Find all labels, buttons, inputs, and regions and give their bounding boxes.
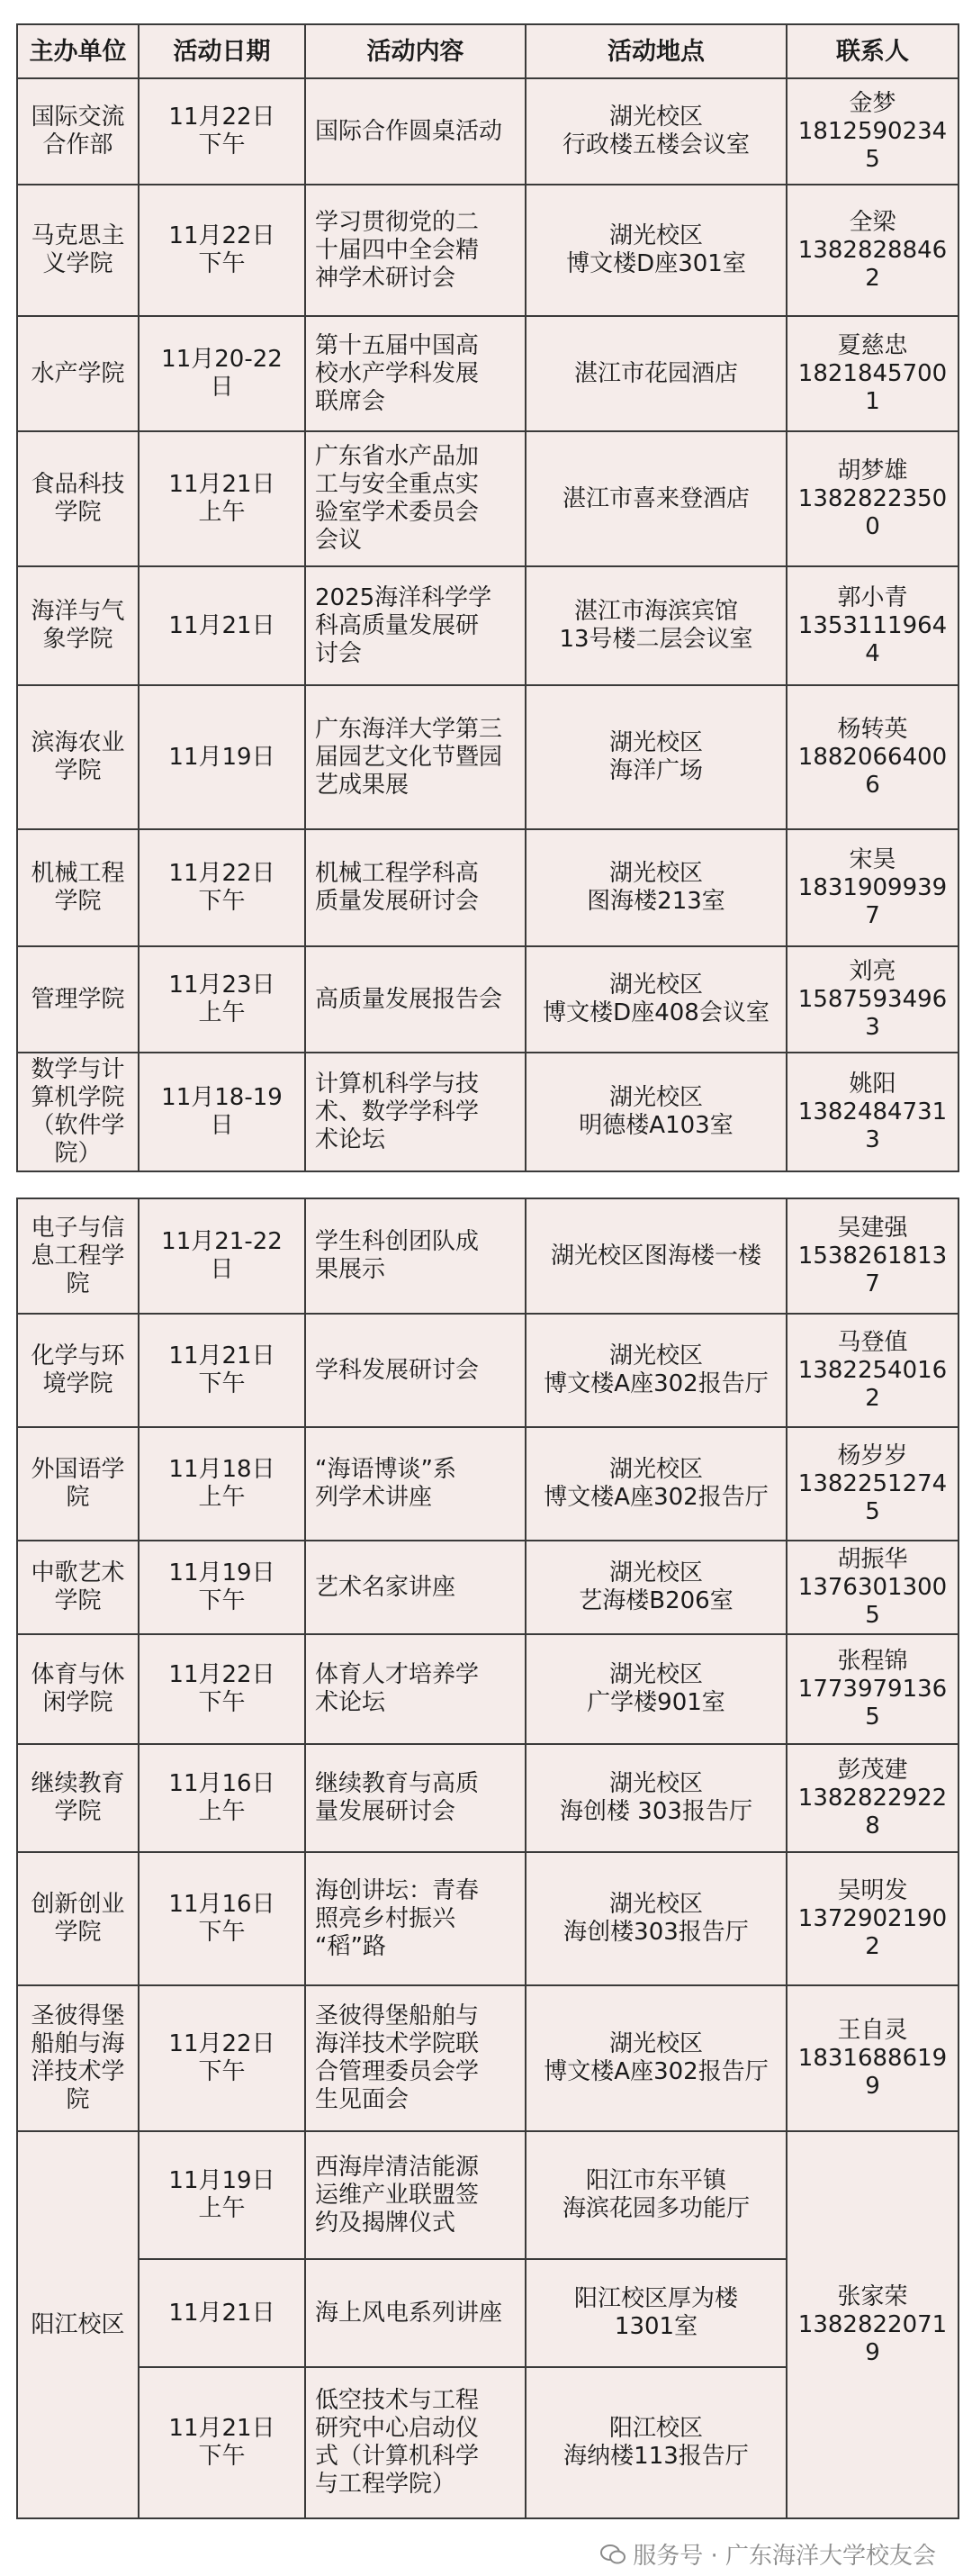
cell-content: [305, 2259, 526, 2367]
table-row: [17, 1985, 958, 2131]
cell-date-text: 11月22日 下午: [168, 104, 275, 158]
cell-contact-text: 刘亮 15875934963: [797, 957, 948, 1041]
cell-place-text: 阳江校区 海纳楼113报告厅: [563, 2415, 749, 2470]
cell-contact-text: 夏慈忠 18218457001: [797, 331, 948, 415]
cell-contact: [787, 946, 958, 1053]
cell-content: [305, 1852, 526, 1985]
cell-place: [526, 185, 787, 316]
table-row: [17, 1198, 958, 1314]
cell-place: [526, 316, 787, 431]
header-unit: 主办单位: [17, 24, 139, 78]
cell-contact-text: 金梦 18125902345: [797, 89, 948, 173]
cell-content-text: 学科发展研讨会: [315, 1356, 480, 1384]
cell-date: [139, 1541, 305, 1634]
cell-contact-text: 宋昊 18319099397: [797, 845, 948, 929]
cell-date-text: 11月19日 下午: [168, 1559, 275, 1614]
cell-content-text: 学生科创团队成 果展示: [315, 1228, 480, 1283]
cell-unit-text: 创新创业 学院: [31, 1891, 125, 1946]
cell-contact-text: 彭茂建 13828229228: [797, 1756, 948, 1839]
table-header-row: [17, 24, 958, 78]
cell-contact-text: 王自灵 18316886199: [797, 2016, 948, 2100]
cell-place-text: 湖光校区 艺海楼B206室: [579, 1559, 734, 1614]
cell-date: [139, 78, 305, 185]
cell-contact-text: 胡梦雄 13828223500: [797, 456, 948, 540]
watermark: [600, 2537, 936, 2571]
cell-place: [526, 1744, 787, 1852]
cell-date-text: 11月19日: [168, 743, 275, 771]
cell-place-text: 湖光校区图海楼一楼: [550, 1242, 761, 1270]
table-row: [17, 1427, 958, 1541]
cell-content: [305, 946, 526, 1053]
cell-place-text: 湖光校区 博文楼A座302报告厅: [544, 2030, 769, 2085]
cell-place-text: 湖光校区 海创楼303报告厅: [563, 1891, 749, 1946]
cell-date: [139, 946, 305, 1053]
cell-unit-text: 食品科技 学院: [31, 471, 125, 526]
cell-date: [139, 566, 305, 685]
table-row: [17, 2131, 958, 2259]
cell-date-text: 11月16日 下午: [168, 1891, 275, 1946]
cell-date-text: 11月21日: [168, 611, 275, 639]
cell-date-text: 11月23日 上午: [168, 972, 275, 1026]
cell-place-text: 湖光校区 图海楼213室: [587, 860, 725, 915]
table-row: [17, 316, 958, 431]
cell-place: [526, 685, 787, 829]
cell-unit-text: 机械工程 学院: [31, 860, 125, 915]
cell-place: [526, 1541, 787, 1634]
cell-content: [305, 1634, 526, 1744]
cell-contact: [787, 1427, 958, 1541]
cell-unit-text: 国际交流 合作部: [31, 104, 125, 158]
header-content: 活动内容: [305, 24, 526, 78]
cell-unit-text: 电子与信 息工程学 院: [31, 1214, 125, 1297]
cell-content-text: 高质量发展报告会: [315, 985, 503, 1013]
cell-content-text: 广东省水产品加 工与安全重点实 验室学术委员会 会议: [315, 443, 480, 554]
cell-content-text: 艺术名家讲座: [315, 1573, 456, 1601]
cell-content-text: 广东海洋大学第三 届园艺文化节暨园 艺成果展: [315, 715, 503, 799]
cell-content: [305, 685, 526, 829]
cell-contact: [787, 316, 958, 431]
cell-date-text: 11月19日 上午: [168, 2167, 275, 2222]
cell-unit: [17, 685, 139, 829]
cell-contact: [787, 1744, 958, 1852]
cell-date: [139, 1744, 305, 1852]
cell-contact-text: 杨转英 18820664006: [797, 715, 948, 799]
cell-contact-text: 张程锦 17739791365: [797, 1647, 948, 1731]
cell-place: [526, 2367, 787, 2518]
cell-unit: [17, 316, 139, 431]
table-row: [17, 829, 958, 946]
cell-unit: [17, 1985, 139, 2131]
cell-place: [526, 2259, 787, 2367]
cell-place: [526, 1634, 787, 1744]
cell-contact: [787, 1852, 958, 1985]
cell-date: [139, 829, 305, 946]
cell-unit-text: 滨海农业 学院: [31, 729, 125, 784]
cell-contact: [787, 1053, 958, 1171]
cell-contact: [787, 1198, 958, 1314]
cell-content-text: 机械工程学科高 质量发展研讨会: [315, 860, 480, 915]
table-row: [17, 1541, 958, 1634]
cell-place: [526, 431, 787, 566]
cell-date-text: 11月18日 上午: [168, 1456, 275, 1511]
cell-content-text: 2025海洋科学学 科高质量发展研 讨会: [315, 583, 492, 667]
cell-date-text: 11月21日: [168, 2299, 275, 2327]
cell-unit: [17, 1634, 139, 1744]
cell-date-text: 11月18-19 日: [161, 1084, 283, 1139]
cell-unit-text: 阳江校区: [31, 2310, 125, 2338]
cell-place-text: 湖光校区 明德楼A103室: [579, 1084, 734, 1139]
cell-unit: [17, 829, 139, 946]
cell-date: [139, 1634, 305, 1744]
cell-content-text: 学习贯彻党的二 十届四中全会精 神学术研讨会: [315, 208, 480, 292]
header-place: 活动地点: [526, 24, 787, 78]
cell-content: [305, 1541, 526, 1634]
cell-unit: [17, 566, 139, 685]
cell-date: [139, 431, 305, 566]
header-date: 活动日期: [139, 24, 305, 78]
cell-place: [526, 946, 787, 1053]
cell-place: [526, 1427, 787, 1541]
cell-date: [139, 1314, 305, 1427]
cell-content: [305, 1744, 526, 1852]
cell-contact-text: 吴明发 13729021902: [797, 1876, 948, 1960]
header-contact: 联系人: [787, 24, 958, 78]
cell-date: [139, 1053, 305, 1171]
cell-content-text: 海上风电系列讲座: [315, 2299, 503, 2327]
cell-unit-text: 马克思主 义学院: [31, 222, 125, 277]
cell-content: [305, 316, 526, 431]
cell-contact: [787, 685, 958, 829]
cell-date-text: 11月20-22 日: [161, 346, 283, 401]
cell-contact: [787, 1314, 958, 1427]
cell-place: [526, 1852, 787, 1985]
cell-unit-text: 海洋与气 象学院: [31, 598, 125, 653]
table-row: [17, 1634, 958, 1744]
cell-content-text: 体育人才培养学 术论坛: [315, 1661, 480, 1716]
cell-contact-text: 姚阳 13824847313: [797, 1070, 948, 1153]
table-row: [17, 946, 958, 1053]
cell-place: [526, 566, 787, 685]
cell-content: [305, 1053, 526, 1171]
cell-content: [305, 1985, 526, 2131]
cell-contact-text: 全梁 13828288462: [797, 208, 948, 292]
cell-content: [305, 2131, 526, 2259]
cell-unit: [17, 1852, 139, 1985]
cell-content: [305, 1198, 526, 1314]
cell-place: [526, 1314, 787, 1427]
cell-unit-text: 中歌艺术 学院: [31, 1559, 125, 1614]
cell-date: [139, 685, 305, 829]
cell-unit: [17, 1314, 139, 1427]
cell-date-text: 11月21日 下午: [168, 2415, 275, 2470]
cell-unit-text: 体育与休 闲学院: [31, 1661, 125, 1716]
cell-place-text: 湛江市喜来登酒店: [562, 484, 750, 512]
cell-contact: [787, 431, 958, 566]
cell-place-text: 湛江市海滨宾馆 13号楼二层会议室: [559, 598, 753, 653]
cell-content-text: 计算机科学与技 术、数学学科学 术论坛: [315, 1070, 480, 1153]
cell-content: [305, 78, 526, 185]
cell-place-text: 湖光校区 海洋广场: [608, 729, 703, 784]
cell-unit-text: 继续教育 学院: [31, 1770, 125, 1825]
cell-contact: [787, 2131, 958, 2518]
table-row: [17, 1744, 958, 1852]
cell-place: [526, 1985, 787, 2131]
cell-date-text: 11月21日 上午: [168, 471, 275, 526]
cell-contact: [787, 1634, 958, 1744]
cell-place-text: 湖光校区 博文楼D座301室: [566, 222, 746, 277]
cell-content: [305, 1314, 526, 1427]
cell-date: [139, 316, 305, 431]
cell-content: [305, 185, 526, 316]
cell-contact: [787, 566, 958, 685]
cell-contact-text: 马登值 13822540162: [797, 1328, 948, 1412]
table-row: [17, 431, 958, 566]
cell-date-text: 11月16日 上午: [168, 1770, 275, 1825]
cell-date-text: 11月22日 下午: [168, 860, 275, 915]
cell-contact-text: 杨岁岁 13822512745: [797, 1442, 948, 1525]
cell-unit: [17, 1541, 139, 1634]
cell-contact-text: 张家荣 13828220719: [797, 2282, 948, 2366]
cell-unit: [17, 185, 139, 316]
cell-date-text: 11月22日 下午: [168, 2030, 275, 2085]
cell-contact-text: 郭小青 13531119644: [797, 583, 948, 667]
cell-content: [305, 1427, 526, 1541]
cell-unit: [17, 1053, 139, 1171]
cell-date-text: 11月21-22 日: [161, 1228, 283, 1283]
cell-contact: [787, 78, 958, 185]
activities-table-2: [16, 1198, 959, 2519]
cell-place-text: 湖光校区 博文楼D座408会议室: [543, 972, 770, 1026]
cell-date: [139, 1985, 305, 2131]
table-row: [17, 78, 958, 185]
cell-unit-text: 圣彼得堡 船舶与海 洋技术学 院: [31, 2002, 125, 2113]
cell-date: [139, 1852, 305, 1985]
cell-contact: [787, 185, 958, 316]
cell-place: [526, 78, 787, 185]
cell-content-text: “海语博谈”系 列学术讲座: [315, 1456, 456, 1511]
table-row: [17, 1314, 958, 1427]
cell-unit-text: 水产学院: [31, 359, 125, 387]
cell-date: [139, 2131, 305, 2259]
cell-date: [139, 1198, 305, 1314]
cell-date-text: 11月21日 下午: [168, 1342, 275, 1397]
cell-unit-text: 外国语学 院: [31, 1456, 125, 1511]
cell-place: [526, 1053, 787, 1171]
cell-date: [139, 185, 305, 316]
cell-contact-text: 胡振华 13763013005: [797, 1545, 948, 1629]
cell-unit: [17, 2131, 139, 2518]
cell-place-text: 湖光校区 行政楼五楼会议室: [562, 104, 750, 158]
cell-content-text: 海创讲坛：青春 照亮乡村振兴 “稻”路: [315, 1876, 480, 1960]
cell-contact: [787, 1985, 958, 2131]
cell-content: [305, 2367, 526, 2518]
cell-unit-text: 化学与环 境学院: [31, 1342, 125, 1397]
cell-place-text: 阳江校区厚为楼 1301室: [573, 2285, 738, 2340]
cell-date-text: 11月22日 下午: [168, 1661, 275, 1716]
table-row: [17, 1053, 958, 1171]
cell-place: [526, 2131, 787, 2259]
cell-content-text: 圣彼得堡船舶与 海洋技术学院联 合管理委员会学 生见面会: [315, 2002, 480, 2113]
cell-date: [139, 2367, 305, 2518]
cell-place: [526, 1198, 787, 1314]
cell-place-text: 湖光校区 海创楼 303报告厅: [560, 1770, 752, 1825]
cell-content: [305, 566, 526, 685]
cell-unit: [17, 1198, 139, 1314]
cell-content-text: 低空技术与工程 研究中心启动仪 式（计算机科学 与工程学院）: [315, 2387, 480, 2498]
cell-unit-text: 数学与计 算机学院 （软件学 院）: [31, 1056, 125, 1167]
cell-content: [305, 431, 526, 566]
table-row: [17, 685, 958, 829]
cell-content-text: 西海岸清洁能源 运维产业联盟签 约及揭牌仪式: [315, 2153, 480, 2237]
cell-content: [305, 829, 526, 946]
cell-place-text: 湖光校区 广学楼901室: [587, 1661, 725, 1716]
table-row: [17, 566, 958, 685]
activities-table-1: [16, 23, 959, 1172]
cell-date: [139, 2259, 305, 2367]
table-row: [17, 185, 958, 316]
cell-content-text: 第十五届中国高 校水产学科发展 联席会: [315, 331, 480, 415]
cell-contact: [787, 1541, 958, 1634]
cell-content-text: 继续教育与高质 量发展研讨会: [315, 1770, 480, 1825]
cell-contact-text: 吴建强 15382618137: [797, 1214, 948, 1297]
cell-content-text: 国际合作圆桌活动: [315, 117, 503, 145]
cell-place-text: 湛江市花园酒店: [573, 359, 738, 387]
cell-unit: [17, 1744, 139, 1852]
watermark-text: 服务号 · 广东海洋大学校友会: [633, 2543, 936, 2570]
cell-place-text: 阳江市东平镇 海滨花园多功能厅: [562, 2167, 750, 2222]
table-row: [17, 1852, 958, 1985]
cell-unit: [17, 1427, 139, 1541]
cell-contact: [787, 829, 958, 946]
cell-place-text: 湖光校区 博文楼A座302报告厅: [544, 1456, 769, 1511]
cell-unit: [17, 946, 139, 1053]
cell-unit-text: 管理学院: [31, 985, 125, 1013]
cell-unit: [17, 431, 139, 566]
cell-date-text: 11月22日 下午: [168, 222, 275, 277]
wechat-icon: [600, 2544, 626, 2564]
cell-place: [526, 829, 787, 946]
cell-date: [139, 1427, 305, 1541]
cell-place-text: 湖光校区 博文楼A座302报告厅: [544, 1342, 769, 1397]
cell-unit: [17, 78, 139, 185]
